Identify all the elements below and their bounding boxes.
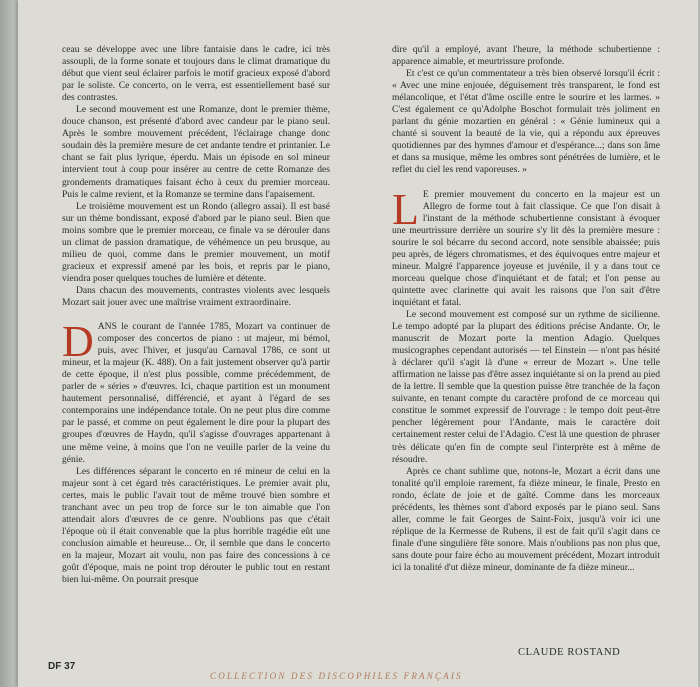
paragraph: Les différences séparant le concerto en ré mineur de celui en la majeur sont à cet égard très caractéristiques. Le premier avait plu, certes, mais le public l'avait tout de même trouvé bien sombre et tranchant avec un peu trop de force sur le ton aimable que l'on attendait alors d'œuvres de ce genre. N'oublions pas que c'était l'époque où il était convenable que la plus horrible tragédie eût une conclusion aimable et heureuse... Or, il semble que dans le concerto en la majeur, Mozart ait voulu, non pas faire des concessions à ce goût d'époque, mais ne point trop dérouter le public tout en restant bien lui-même. On pourrait presque xyxy=(62,465,330,586)
paragraph-with-dropcap xyxy=(392,184,660,309)
page-edge xyxy=(0,0,18,687)
paragraph: Le troisième mouvement est un Rondo (allegro assai). Il est basé sur un thème bondissant, exposé d'abord par le piano seul. Bien que moins sombre que le premier morceau, ce finale va se dérouler dans un climat de passion dramatique, de véhémence un peu brusque, au milieu de quoi, comme dans le premier mouvement, un motif gracieux et expressif amené par les bois, et repris par le piano, viendra poser quelques touches de lumière et détente. xyxy=(62,200,330,284)
paragraph: Dans chacun des mouvements, contrastes violents avec lesquels Mozart sait jouer avec une maîtrise vraiment extraordinaire. xyxy=(62,284,330,308)
paragraph: dire qu'il a employé, avant l'heure, la méthode schubertienne : apparence aimable, et meurtrissure profonde. xyxy=(392,44,660,68)
dropcap-letter: L xyxy=(392,184,419,234)
page-number: DF 37 xyxy=(48,661,76,672)
paragraph: Et c'est ce qu'un commentateur a très bien observé lorsqu'il écrit : « Avec une mine enjouée, déguisement très transparent, le fond est mélancolique, et l'état d'âme oscille entre le sourire et les larmes. » C'est également ce qu'Adolphe Boschot formulait très joliment en parlant du génie mozartien en général : « Génie lumineux qui a chanté si souvent la beauté de la vie, qui a répondu aux épreuves quotidiennes par des hymnes d'amour et d'espérance...; dans son âme et dans sa musique, même les ombres sont pénétrées de lumière, et le reflet du ciel les rend vaporeuses. » xyxy=(392,68,660,176)
collection-footer: COLLECTION DES DISCOPHILES FRANÇAIS xyxy=(210,671,463,681)
paragraph: Le second mouvement est composé sur un rythme de sicilienne. Le tempo adopté par la plupart des éditions précise Andante. Or, le manuscrit de Mozart porte la mention Adagio. Quelques musicographes cependant autorisés — tel Einstein — n'ont pas hésité à déclarer qu'il s'agit là d'une « erreur de Mozart ». Une telle affirmation ne laisse pas d'être assez inquiétante si on la prend au pied de la lettre. Il semble que la question puisse être tranchée de la façon suivante, en tenant compte du caractère profond de ce morceau qui constitue le sommet expressif de l'ouvrage : le tempo doit peut-être pencher légèrement pour l'Andante, mais le caractère doit certainement rester celui de l'Adagio. C'est là une question de phraser très délicate qu'en fin de compte seul l'interprète est à même de résoudre. xyxy=(392,308,660,465)
paragraph: Après ce chant sublime que, notons-le, Mozart a écrit dans une tonalité qu'il emploie rarement, fa dièze mineur, le finale, Presto en rondo, éclate de joie et de gaîté. Comme dans les morceaux précédents, les thèmes sont d'abord exposés par le piano seul. Sans aller, comme le fait Georges de Saint-Foix, jusqu'à voir ici une réplique de la Kermesse de Rubens, il est de fait qu'il s'agit dans ce finale d'une singulière fête sonore. Mais n'oublions pas non plus que, sans doute pour faire écho au mouvement précédent, Mozart introduit ici la tonalité d'ut dièze mineur, dominante de fa dièze mineur... xyxy=(392,465,660,573)
paragraph: Le second mouvement est une Romanze, dont le premier thème, douce chanson, est présenté d'abord avec candeur par le piano seul. Après le sombre mouvement précédent, l'éclairage change donc soudain dès la première mesure de cet andante tendre et printanier. Le chant se fait plus lyrique, éperdu. Mais un épisode en sol mineur intervient tout à coup pour insérer au centre de cette Romanze des grondements dramatiques faisant écho à ceux du premier morceau. Puis le calme revient, et la Romanze se termine dans l'apaisement. xyxy=(62,104,330,200)
author-signature: CLAUDE ROSTAND xyxy=(518,647,621,658)
paragraph: ceau se développe avec une libre fantaisie dans le cadre, ici très assoupli, de la forme sonate et toujours dans le climat dramatique du début que vient seul éclairer parfois le motif gracieux exposé d'abord par le soliste. Ce concerto, on le verra, est essentiellement basé sur des contrastes. xyxy=(62,44,330,104)
dropcap-letter: D xyxy=(62,317,94,367)
left-column xyxy=(62,44,330,586)
paragraph-text: ANS le courant de l'année 1785, Mozart va continuer de composer des concertos de piano : ut majeur, mi bémol, puis, avec l'hiver, et jusqu'au Carnaval 1786, ce sont ut mineur, et la majeur (K. 488). On a fait justement observer qu'à partir de cette époque, il n'est plus possible, comme précédemment, de parler de « séries » d'œuvres. Ici, chaque partition est un monument hautement personnalisé, différencié, et ayant à l'égard de ses contemporains une indépendance totale. On ne peut plus dire comme par le passé, et comme on peut également le dire pour la plupart des groupes d'œuvres de Haydn, qu'il s'agisse d'ouvrages appartenant à une même veine, à moins que l'on ne veuille parler de la veine du génie. xyxy=(62,321,330,465)
right-column xyxy=(392,44,660,574)
paragraph-with-dropcap xyxy=(62,317,330,466)
paragraph-text: E premier mouvement du concerto en la majeur est un Allegro de forme tout à fait classique. Ce que l'on disait à l'instant de la méthode schubertienne consistant à évoquer une meurtrissure derrière un sourire s'y lit dès la première mesure : sourire le sol bécarre du second accord, note sensible abaissée; puis peu après, de légers chromatismes, et des équivoques entre majeur et mineur. Malgré l'apparence joyeuse et juvénile, il y a dans tout ce morceau quelque chose d'inquiétant et de fatal; et l'on pense au quintette avec clarinette qui avait les raisons que l'on sait d'être inquiétant et fatal. xyxy=(392,188,660,308)
